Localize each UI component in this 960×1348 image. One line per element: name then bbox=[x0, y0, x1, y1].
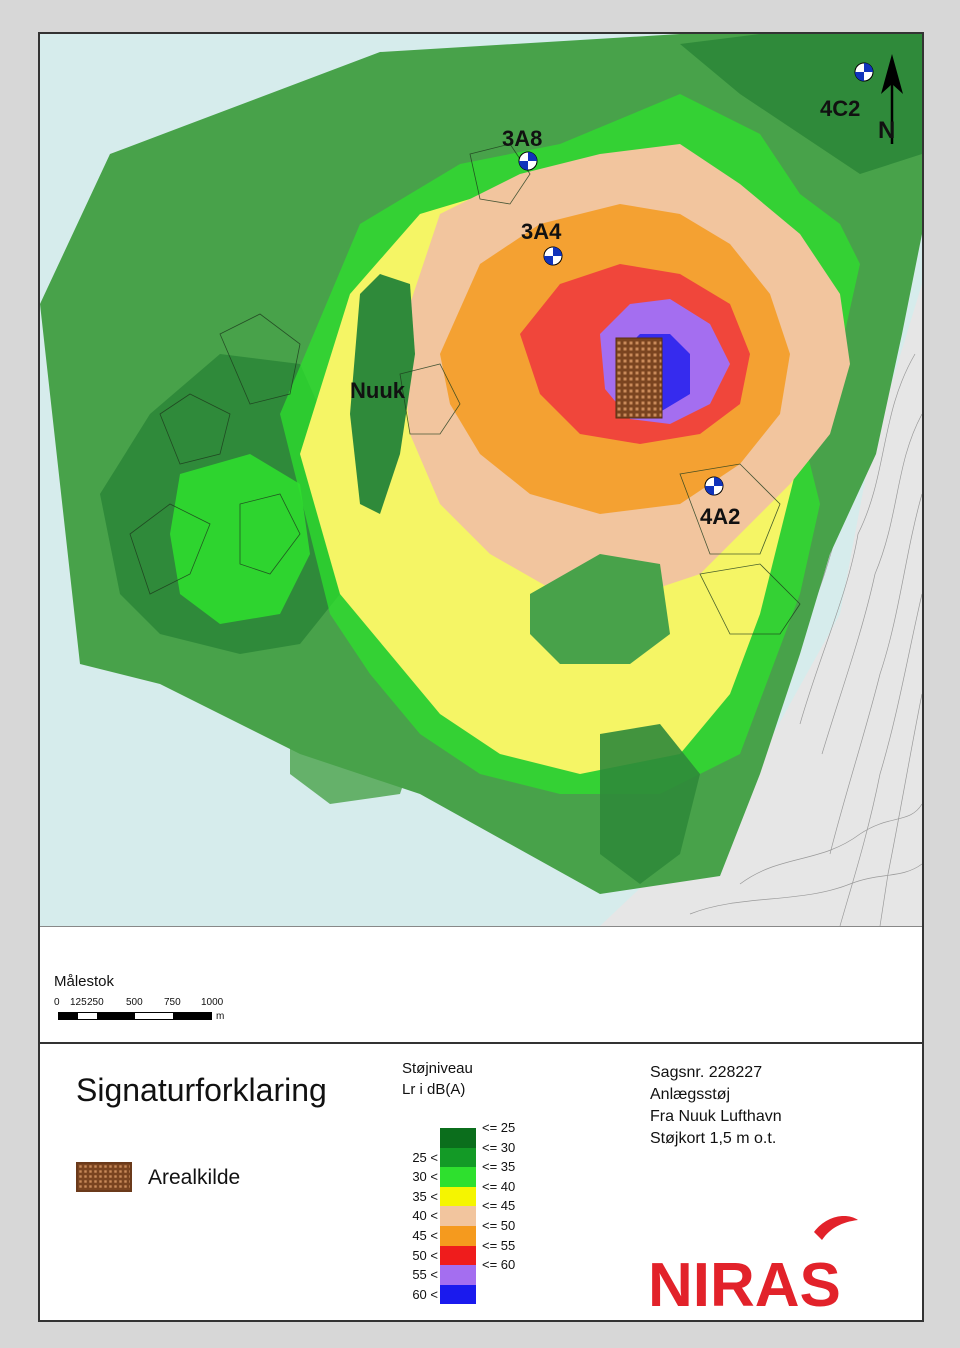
bin-lower-label: 45 < bbox=[412, 1228, 438, 1243]
measurement-point-4c2[interactable] bbox=[855, 63, 873, 81]
bin-upper-label: <= 60 bbox=[482, 1257, 516, 1273]
bin-lower-label: 35 < bbox=[412, 1188, 438, 1204]
case-type: Anlægsstøj bbox=[650, 1086, 731, 1103]
bin-lower-label: 60 < bbox=[412, 1286, 438, 1302]
bin-upper-label: <= 40 bbox=[482, 1178, 516, 1194]
noise-title-line1: Støjniveau bbox=[402, 1060, 473, 1077]
bin-lower-label: 50 < bbox=[412, 1247, 438, 1263]
bin-lower-label: 40 < bbox=[412, 1208, 438, 1224]
noise-swatch bbox=[440, 1265, 476, 1285]
case-map-height: Støjkort 1,5 m o.t. bbox=[650, 1130, 777, 1147]
legend-title: Signaturforklaring bbox=[76, 1072, 327, 1108]
area-source-label: Arealkilde bbox=[148, 1166, 241, 1189]
noise-swatch bbox=[440, 1285, 476, 1305]
logo-text: NIRAS bbox=[648, 1251, 841, 1314]
noise-swatch bbox=[440, 1187, 476, 1207]
case-source: Fra Nuuk Lufthavn bbox=[650, 1108, 782, 1125]
bin-upper-label: <= 35 bbox=[482, 1159, 516, 1175]
label-3a4: 3A4 bbox=[521, 219, 562, 244]
measurement-point-4a2[interactable] bbox=[705, 477, 723, 495]
noise-title-line2: Lr i dB(A) bbox=[402, 1081, 466, 1098]
bin-upper-label: <= 45 bbox=[482, 1198, 516, 1214]
noise-color-scale bbox=[440, 1128, 476, 1304]
case-number: Sagsnr. 228227 bbox=[650, 1064, 763, 1081]
bin-lower-label: 30 < bbox=[412, 1169, 438, 1185]
noise-swatch bbox=[440, 1226, 476, 1246]
bin-upper-label: <= 50 bbox=[482, 1218, 516, 1233]
scale-unit: m bbox=[216, 1011, 225, 1022]
scale-tick: 250 bbox=[87, 997, 104, 1008]
measurement-point-3a8[interactable] bbox=[519, 152, 537, 170]
label-4c2: 4C2 bbox=[820, 96, 861, 121]
bin-upper-label: <= 30 bbox=[482, 1139, 516, 1155]
scale-title: Målestok bbox=[54, 973, 115, 990]
place-label-nuuk: Nuuk bbox=[350, 378, 405, 403]
scale-bar bbox=[58, 1012, 212, 1020]
scale-ticks bbox=[54, 997, 244, 1011]
north-label: N bbox=[878, 117, 896, 144]
bin-upper-label: <= 55 bbox=[482, 1237, 516, 1253]
area-source bbox=[616, 338, 662, 418]
noise-swatch bbox=[440, 1246, 476, 1266]
scale-tick: 750 bbox=[164, 997, 181, 1008]
area-source-swatch bbox=[76, 1162, 132, 1192]
label-4a2: 4A2 bbox=[700, 504, 741, 529]
scale-tick: 0 bbox=[54, 997, 60, 1008]
bin-lower-label: 25 < bbox=[412, 1149, 438, 1165]
scale-tick: 125 bbox=[70, 997, 87, 1008]
scale-tick: 1000 bbox=[201, 997, 224, 1008]
noise-swatch bbox=[440, 1128, 476, 1148]
case-info bbox=[650, 1062, 782, 1150]
map-frame-bottom bbox=[40, 926, 922, 927]
noise-legend-title bbox=[402, 1058, 473, 1100]
niras-logo bbox=[646, 1214, 916, 1314]
label-3a8: 3A8 bbox=[502, 126, 543, 151]
noise-swatch bbox=[440, 1148, 476, 1168]
legend-divider bbox=[40, 1042, 922, 1044]
map-sheet bbox=[38, 32, 924, 1322]
noise-map[interactable] bbox=[40, 34, 922, 926]
noise-swatch bbox=[440, 1206, 476, 1226]
scale-tick: 500 bbox=[126, 997, 143, 1008]
measurement-point-3a4[interactable] bbox=[544, 247, 562, 265]
bin-upper-label: <= 25 bbox=[482, 1120, 516, 1135]
bin-lower-label: 55 < bbox=[412, 1267, 438, 1283]
noise-swatch bbox=[440, 1167, 476, 1187]
